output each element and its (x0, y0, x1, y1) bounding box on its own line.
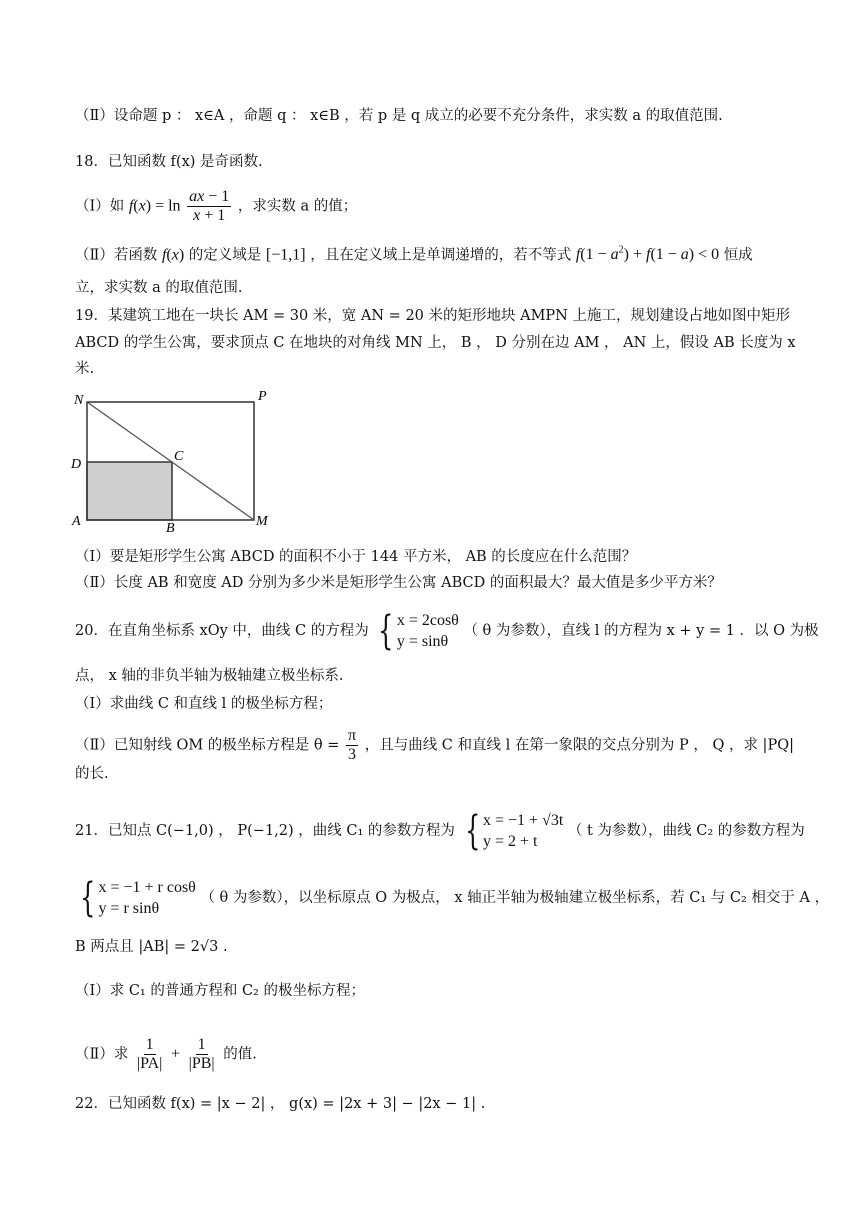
label-b: B (166, 521, 175, 533)
q18-stem: 18．已知函数 f(x) 是奇函数. (75, 154, 263, 170)
q19-part1: （Ⅰ）要是矩形学生公寓 ABCD 的面积不小于 144 平方米， AB 的长度应在什么范围？ (75, 549, 637, 565)
label-a: A (72, 514, 81, 529)
q21-part1: （Ⅰ）求 C₁ 的普通方程和 C₂ 的极坐标方程； (75, 983, 365, 999)
label-p: P (258, 389, 267, 404)
q19-line2: ABCD 的学生公寓，要求顶点 C 在地块的对角线 MN 上， B ， D 分别在边 AM ， AN 上，假设 AB 长度为 x (75, 335, 796, 351)
q21-line3: B 两点且 |AB| = 2√3 . (75, 939, 228, 955)
q19-line1: 19．某建筑工地在一块长 AM = 30 米，宽 AN = 20 米的矩形地块 AMPN 上施工，规划建设占地如图中矩形 (75, 308, 790, 324)
apartment-rect-abcd (87, 462, 172, 520)
q20-system: { x = 2cosθ y = sinθ (378, 608, 459, 654)
q20-stem: 20．在直角坐标系 xOy 中，曲线 C 的方程为 { x = 2cosθ y = sinθ （ θ 为参数），直线 l 的方程为 x + y = 1 ．以 O 为极 (75, 608, 819, 654)
label-d: D (71, 457, 82, 472)
label-c: C (174, 449, 184, 464)
q21-stem: 21．已知点 C(−1,0) ， P(−1,2) ，曲线 C₁ 的参数方程为 { x = −1 + √3t y = 2 + t （ t 为参数），曲线 C₂ 的参数方程为 (75, 808, 805, 854)
q21-system-c2: { x = −1 + r cosθ y = r sinθ (80, 875, 196, 921)
q21-system-c1: { x = −1 + √3t y = 2 + t (464, 808, 564, 854)
q22-stem: 22．已知函数 f(x) = |x − 2| ， g(x) = |2x + 3| − |2x − 1| . (75, 1096, 486, 1112)
q18-part2: （Ⅱ）若函数 f(x) 的定义域是 [−1,1] ，且在定义域上是单调递增的，若不等式 $f(1 - a^2) + f(1 - a) < 0$ 恒成 (75, 245, 753, 264)
label-m: M (256, 514, 268, 529)
q21-line2: { x = −1 + r cosθ y = r sinθ （ θ 为参数），以坐标原点 O 为极点， x 轴正半轴为极轴建立极坐标系，若 C₁ 与 C₂ 相交于 A ， (75, 877, 792, 919)
q20-line2: 点， x 轴的非负半轴为极轴建立极坐标系. (75, 668, 344, 684)
label-n: N (74, 393, 84, 408)
q19-figure (68, 388, 288, 533)
q20-part1: （Ⅰ）求曲线 C 和直线 l 的极坐标方程； (75, 696, 333, 712)
q21-part2: （Ⅱ）求 $\frac{1}{|PA|}$ + $\frac{1}{|PB|}$ 的值. (75, 1036, 257, 1072)
q18-part2-cont: 立，求实数 a 的取值范围. (75, 280, 243, 296)
q19-part2: （Ⅱ）长度 AB 和宽度 AD 分别为多少米是矩形学生公寓 ABCD 的面积最大？最大值是多少平方米？ (75, 575, 722, 591)
q17-part2: （Ⅱ）设命题 p ： x∈A ，命题 q ： x∈B ，若 p 是 q 成立的必要不充分条件，求实数 a 的取值范围. (75, 108, 723, 124)
q19-line3: 米. (75, 361, 95, 377)
q20-part2: （Ⅱ）已知射线 OM 的极坐标方程是 θ = $\frac{\pi}{3}$ ，且与曲线 C 和直线 l 在第一象限的交点分别为 P ， Q ，求 |PQ| (75, 727, 794, 763)
q18-part1: （Ⅰ）如 f(x) = ln $\frac{ax - 1}{x + 1}$ ，求实数 a 的值； (75, 188, 358, 224)
q20-part2-cont: 的长. (75, 766, 109, 782)
